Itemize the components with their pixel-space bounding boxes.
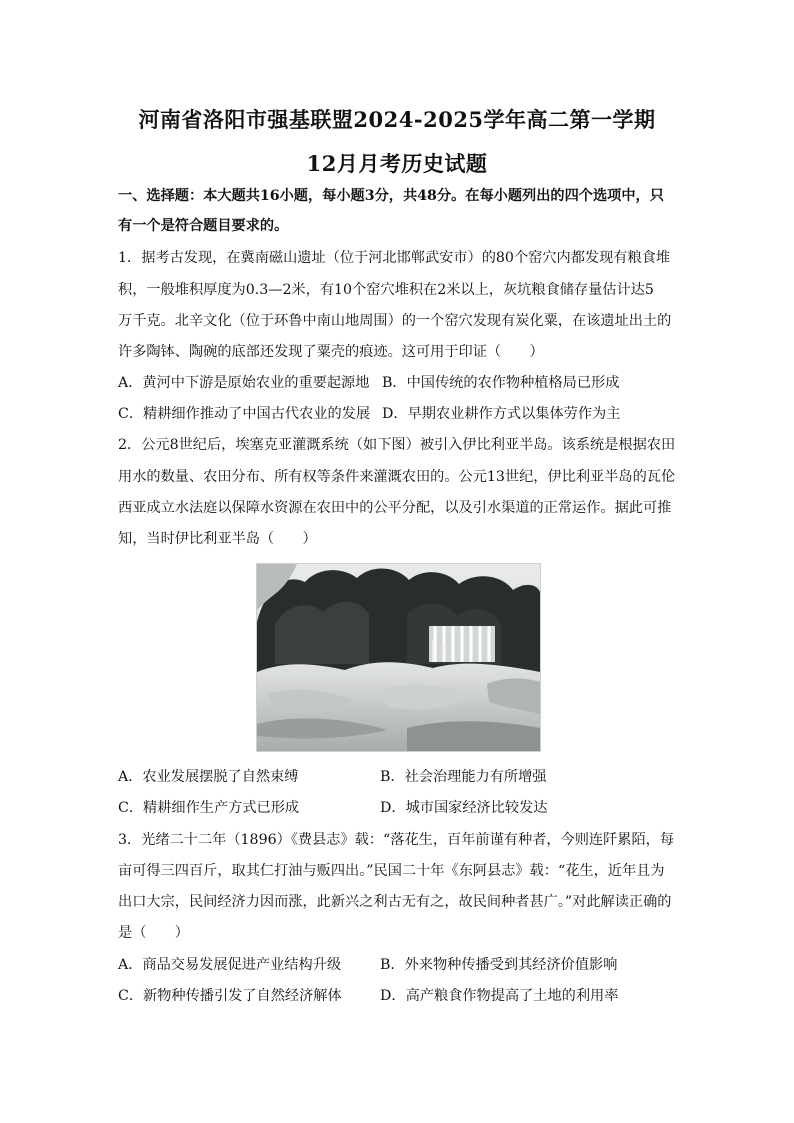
q3-stem-line: 3．光绪二十二年（1896）《费县志》载：“落花生，百年前谨有种者，今则连阡累陌，每 xyxy=(118,832,675,848)
exam-title-line1: 河南省洛阳市强基联盟2024-2025学年高二第一学期 xyxy=(138,107,656,132)
q1-option-b: B．中国传统的农作物种植格局已形成 xyxy=(382,375,620,391)
q3-stem-line: 出口大宗，民间经济力因而涨，此新兴之利古无有之，故民间种者甚广。”对此解读正确的 xyxy=(118,894,672,910)
q3-option-c: C．新物种传播引发了自然经济解体 xyxy=(118,988,342,1004)
q2-option-d: D．城市国家经济比较发达 xyxy=(380,800,548,816)
irrigation-system-photo xyxy=(256,563,541,752)
exam-title-line2: 12月月考历史试题 xyxy=(306,151,488,176)
q3-stem-line: 是（ ） xyxy=(118,925,189,941)
q1-stem-line: 1．据考古发现，在冀南磁山遗址（位于河北邯郸武安市）的80个窑穴内都发现有粮食堆 xyxy=(118,250,671,266)
q2-option-c: C．精耕细作生产方式已形成 xyxy=(118,800,300,816)
q1-option-c: C．精耕细作推动了中国古代农业的发展 xyxy=(118,406,371,422)
q3-option-b: B．外来物种传播受到其经济价值影响 xyxy=(380,957,618,973)
q3-option-a: A．商品交易发展促进产业结构升级 xyxy=(118,957,342,973)
q1-stem-line: 积，一般堆积厚度为0.3—2米，有10个窑穴堆积在2米以上，灰坑粮食储存量估计达5 xyxy=(118,282,654,298)
q2-stem-line: 西亚成立水法庭以保障水资源在农田中的公平分配，以及引水渠道的正常运作。据此可推 xyxy=(118,500,672,516)
q3-stem-line: 亩可得三四百斤，取其仁打油与贩四出。”民国二十年《东阿县志》载：“花生，近年且为 xyxy=(118,863,665,879)
section-instruction-line2: 有一个是符合题目要求的。 xyxy=(118,218,289,234)
q2-option-a: A．农业发展摆脱了自然束缚 xyxy=(118,769,299,785)
section-instruction-line1: 一、选择题：本大题共16小题，每小题3分，共48分。在每小题列出的四个选项中，只 xyxy=(118,188,664,204)
q2-stem-line: 2．公元8世纪后，埃塞克亚灌溉系统（如下图）被引入伊比利亚半岛。该系统是根据农田 xyxy=(118,437,676,453)
q2-option-b: B．社会治理能力有所增强 xyxy=(380,769,547,785)
q2-stem-line: 用水的数量、农田分布、所有权等条件来灌溉农田的。公元13世纪，伊比利亚半岛的瓦伦 xyxy=(118,469,676,485)
q2-stem-line: 知，当时伊比利亚半岛（ ） xyxy=(118,531,317,547)
q1-option-a: A．黄河中下游是原始农业的重要起源地 xyxy=(118,375,370,391)
q1-stem-line: 许多陶钵、陶碗的底部还发现了粟壳的痕迹。这可用于印证（ ） xyxy=(118,344,544,360)
q1-stem-line: 万千克。北辛文化（位于环鲁中南山地周围）的一个窑穴发现有炭化粟，在该遗址出土的 xyxy=(118,313,672,329)
q1-option-d: D．早期农业耕作方式以集体劳作为主 xyxy=(382,406,621,422)
q3-option-d: D．高产粮食作物提高了土地的利用率 xyxy=(380,988,619,1004)
